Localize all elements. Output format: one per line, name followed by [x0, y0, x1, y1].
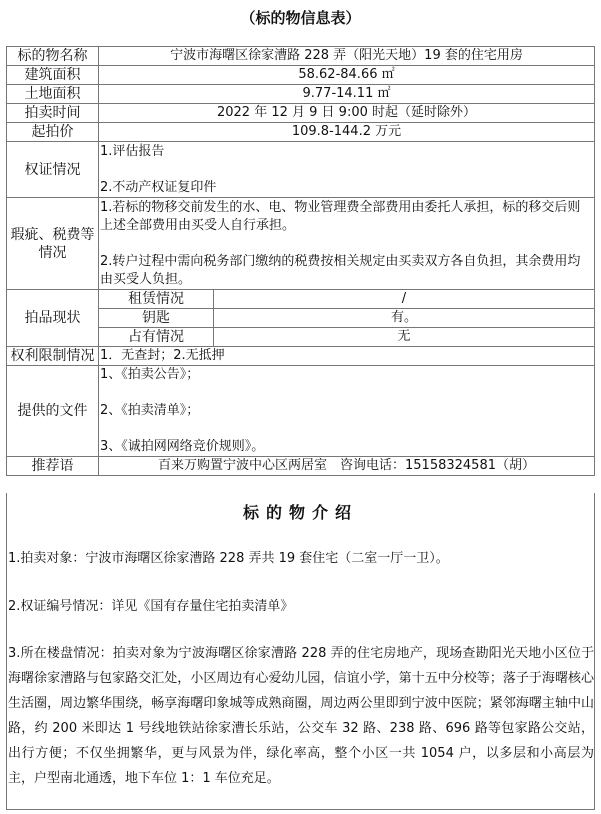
- row-status-lease: [7, 290, 595, 309]
- row-name: [7, 47, 595, 66]
- value-key: 有。: [214, 309, 595, 328]
- row-building-area: [7, 66, 595, 85]
- row-recommendation: [7, 457, 595, 476]
- value-rights-restriction: 1．无查封；2.无抵押: [99, 347, 595, 366]
- value-recommendation: 百来万购置宁波中心区两居室 咨询电话：15158324581（胡）: [99, 457, 595, 476]
- label-defects-taxes: 瑕疵、税费等情况: [7, 198, 99, 290]
- intro-paragraph: 1.拍卖对象：宁波市海曙区徐家漕路 228 弄共 19 套住宅（二室一厅一卫）。: [8, 551, 449, 566]
- info-table: [6, 46, 595, 476]
- certificate-item: 2.不动产权证复印件: [100, 179, 217, 195]
- label-land-area: 土地面积: [7, 85, 99, 104]
- label-recommendation: 推荐语: [7, 457, 99, 476]
- value-occupancy: 无: [214, 328, 595, 347]
- document-item: 1、《拍卖公告》；: [100, 367, 200, 382]
- intro-paragraph: 3.所在楼盘情况：拍卖对象为宁波海曙区徐家漕路 228 弄的住宅房地产，现场查勘阳光天地小区位于海曙徐家漕路与包家路交汇处，小区周边有心爱幼儿园，信谊小学，第十五中分校等；落子于海曙核心生活圈，周边繁华围绕，畅享海曙印象城等成熟商圈，周边两公里即到宁波中医院；紧邻海曙主轴中山路，约 200 米即达 1 号线地铁站徐家漕长乐站，公交车 32 路、238 路、696 路等包家路公交站，出行方便；不仅坐拥繁华，更与风景为伴，绿化率高，整个小区一共 1054 户，以多层和小高层为主，户型南北通透，地下车位 1：1 车位充足。: [8, 646, 594, 786]
- defects-item: 2.转户过程中需向税务部门缴纳的税费按相关规定由买卖双方各自负担，其余费用均由买受人负担。: [100, 253, 581, 287]
- document-title: （标的物信息表）: [240, 9, 361, 27]
- value-land-area: 9.77-14.11 ㎡: [99, 85, 595, 104]
- row-documents: [7, 366, 595, 457]
- defects-item: 1.若标的物移交前发生的水、电、物业管理费全部费用由委托人承担，标的移交后则上述全部费用由买受人自行承担。: [100, 199, 581, 233]
- intro-section: [6, 493, 595, 810]
- intro-title: 标的物介绍: [242, 503, 358, 522]
- label-documents: 提供的文件: [7, 366, 99, 457]
- value-certificates: [99, 142, 595, 198]
- label-certificates: 权证情况: [7, 142, 99, 198]
- intro-paragraph: 2.权证编号情况：详见《国有存量住宅拍卖清单》: [8, 599, 294, 614]
- row-defects-taxes: [7, 198, 595, 290]
- certificate-item: 1.评估报告: [100, 143, 165, 159]
- value-defects-taxes: [99, 198, 595, 290]
- label-name: 标的物名称: [7, 47, 99, 66]
- label-current-status: 拍品现状: [7, 290, 99, 347]
- sublabel-lease: 租赁情况: [99, 290, 214, 309]
- value-documents: [99, 366, 595, 457]
- value-lease: /: [214, 290, 595, 309]
- label-starting-price: 起拍价: [7, 123, 99, 142]
- sublabel-occupancy: 占有情况: [99, 328, 214, 347]
- value-auction-time: 2022 年 12 月 9 日 9:00 时起（延时除外）: [99, 104, 595, 123]
- document-item: 3、《诚拍网网络竞价规则》。: [100, 439, 265, 454]
- value-building-area: 58.62-84.66 ㎡: [99, 66, 595, 85]
- document-item: 2、《拍卖清单》；: [100, 403, 200, 418]
- row-certificates: [7, 142, 595, 198]
- row-auction-time: [7, 104, 595, 123]
- row-starting-price: [7, 123, 595, 142]
- label-auction-time: 拍卖时间: [7, 104, 99, 123]
- row-land-area: [7, 85, 595, 104]
- label-building-area: 建筑面积: [7, 66, 99, 85]
- row-rights-restriction: [7, 347, 595, 366]
- value-starting-price: 109.8-144.2 万元: [99, 123, 595, 142]
- sublabel-key: 钥匙: [99, 309, 214, 328]
- value-name: 宁波市海曙区徐家漕路 228 弄（阳光天地）19 套的住宅用房: [99, 47, 595, 66]
- label-rights-restriction: 权利限制情况: [7, 347, 99, 366]
